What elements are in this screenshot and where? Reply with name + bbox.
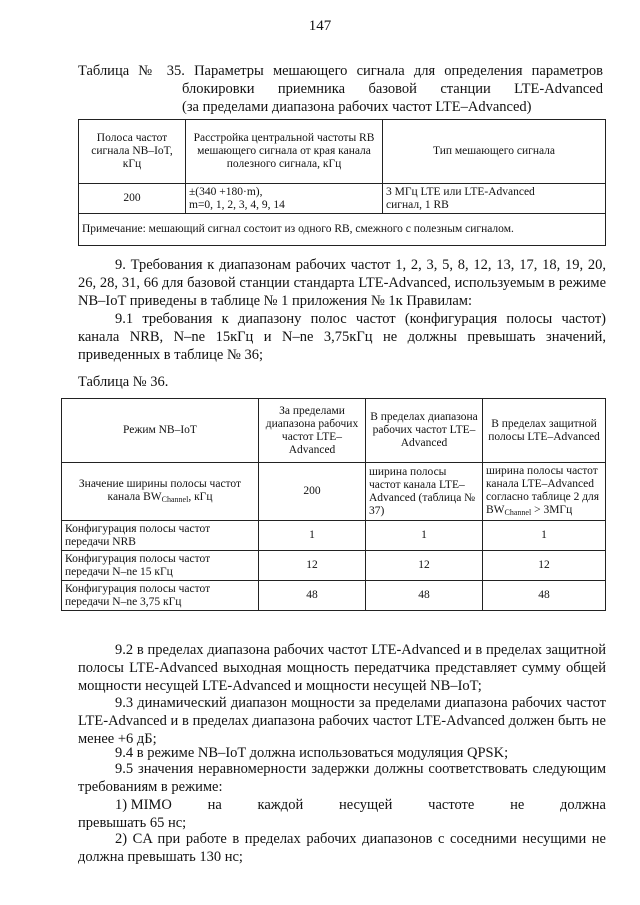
- mimo-word: 1) MIMO: [115, 797, 172, 813]
- list-item-mimo-end: превышать 65 нс;: [78, 815, 187, 831]
- table36-15khz-guard: 12: [483, 551, 606, 581]
- paragraph-9-1: 9.1 требования к диапазону полос частот (конфигурация полосы частот) канала NRB, N–ne 15кГц и N–ne 3,75кГц не должны превышать значений, приведенных в таблице № 36;: [78, 311, 606, 363]
- mimo-word: частоте: [428, 797, 475, 813]
- table36-bandwidth-guard-text: ширина полосы частот канала LTE–Advanced согласно таблице 2 для BW: [486, 464, 600, 516]
- table-36: [61, 398, 606, 611]
- table35-header-offset: Расстройка центральной частоты RB мешающего сигнала от края канала полезного сигнала, кГц: [186, 120, 383, 184]
- mimo-word: несущей: [338, 797, 393, 813]
- table36-15khz-inside: 12: [366, 551, 483, 581]
- table36-bandwidth-label-sub: Channel: [161, 494, 189, 504]
- table-35: [78, 119, 606, 246]
- page-number: 147: [308, 18, 332, 34]
- table35-header-bandwidth: Полоса частот сигнала NB–IoT, кГц: [79, 120, 186, 184]
- table36-bandwidth-guard: [483, 463, 606, 521]
- table36-375khz-outside: 48: [259, 581, 366, 611]
- table35-note: Примечание: мешающий сигнал состоит из одного RB, смежного с полезным сигналом.: [79, 214, 606, 246]
- table36-row-nrb: [62, 521, 606, 551]
- table35-note-row: [79, 214, 606, 246]
- table36-header-guard-band: В пределах защитной полосы LTE–Advanced: [483, 399, 606, 463]
- table36-15khz-outside: 12: [259, 551, 366, 581]
- table36-bandwidth-inside: ширина полосы частот канала LTE–Advanced (таблица № 37): [366, 463, 483, 521]
- table36-375khz-label: Конфигурация полосы частот передачи N–ne 3,75 кГц: [62, 581, 259, 611]
- table35-caption-line1: Таблица № 35. Параметры мешающего сигнала для определения параметров: [78, 63, 603, 79]
- paragraph-9-3: 9.3 динамический диапазон мощности за пределами диапазона рабочих частот LTE-Advanced и в пределах диапазона рабочих частот LTE-Advanced должен быть не менее +6 дБ;: [78, 695, 606, 747]
- table36-label: Таблица № 36.: [78, 374, 169, 390]
- table36-row-bandwidth: [62, 463, 606, 521]
- table36-header-inside-band: В пределах диапазона рабочих частот LTE–Advanced: [366, 399, 483, 463]
- table35-cell-offset: [186, 184, 383, 214]
- paragraph-9-2: 9.2 в пределах диапазона рабочих частот LTE-Advanced и в пределах защитной полосы LTE-Advanced выходная мощность передатчика представляет сумму общей мощности несущей LTE-Advanced и мощности несущей NB–IoT;: [78, 642, 606, 694]
- table35-offset-formula: ±(340 +180·m),: [189, 185, 263, 198]
- table36-375khz-guard: 48: [483, 581, 606, 611]
- list-item-ca: 2) CA при работе в пределах рабочих диапазонов с соседними несущими не должна превышать 130 нс;: [78, 831, 606, 865]
- list-item-mimo-words: [78, 796, 606, 814]
- table35-row: [79, 184, 606, 214]
- table36-bandwidth-label-unit: , кГц: [188, 490, 213, 503]
- table36-row-375khz: [62, 581, 606, 611]
- table35-signal-type-line2: сигнал, 1 RB: [386, 198, 449, 211]
- table36-375khz-inside: 48: [366, 581, 483, 611]
- table36-header-row: [62, 399, 606, 463]
- paragraph-9-4: 9.4 в режиме NB–IoT должна использоваться модуляция QPSK;: [115, 745, 509, 761]
- list-item-mimo: [78, 796, 606, 832]
- table36-bandwidth-guard-sub: Channel: [504, 507, 532, 517]
- paragraph-9: 9. Требования к диапазонам рабочих частот 1, 2, 3, 5, 8, 12, 13, 17, 18, 19, 20, 26, 28, 31, 66 для базовой станции стандарта LTE-Advanced, используемым в режиме NB–IoT приведены в таблице № 1 приложения № 1к Правилам:: [78, 257, 606, 309]
- table36-header-outside-band: За пределами диапазона рабочих частот LTE–Advanced: [259, 399, 366, 463]
- table36-row-15khz: [62, 551, 606, 581]
- mimo-word: каждой: [257, 797, 304, 813]
- table35-caption: [78, 62, 603, 116]
- table35-offset-m-values: m=0, 1, 2, 3, 4, 9, 14: [189, 198, 285, 211]
- mimo-word: на: [207, 797, 222, 813]
- table35-cell-signal-type: [383, 184, 606, 214]
- table36-15khz-label: Конфигурация полосы частот передачи N–ne 15 кГц: [62, 551, 259, 581]
- table35-caption-line3: (за пределами диапазона рабочих частот LTE–Advanced): [182, 99, 532, 115]
- table35-header-row: [79, 120, 606, 184]
- table36-bandwidth-label-text: Значение ширины полосы частот канала BW: [78, 477, 242, 503]
- mimo-word: не: [510, 797, 525, 813]
- table35-signal-type-line1: 3 МГц LTE или LTE-Advanced: [386, 185, 535, 198]
- table35-caption-line2: блокировки приемника базовой станции LTE-Advanced: [182, 81, 603, 97]
- table36-bandwidth-label: [62, 463, 259, 521]
- table36-nrb-inside: 1: [366, 521, 483, 551]
- table36-nrb-outside: 1: [259, 521, 366, 551]
- mimo-word: должна: [560, 797, 606, 813]
- table36-bandwidth-guard-limit: > 3МГц: [531, 503, 573, 516]
- table36-bandwidth-outside: 200: [259, 463, 366, 521]
- table36-header-mode: Режим NB–IoT: [62, 399, 259, 463]
- table36-nrb-label: Конфигурация полосы частот передачи NRB: [62, 521, 259, 551]
- table35-header-signal-type: Тип мешающего сигнала: [383, 120, 606, 184]
- table35-cell-bandwidth: 200: [79, 184, 186, 214]
- paragraph-9-5: 9.5 значения неравномерности задержки должны соответствовать следующим требованиям в режиме:: [78, 761, 606, 795]
- table36-nrb-guard: 1: [483, 521, 606, 551]
